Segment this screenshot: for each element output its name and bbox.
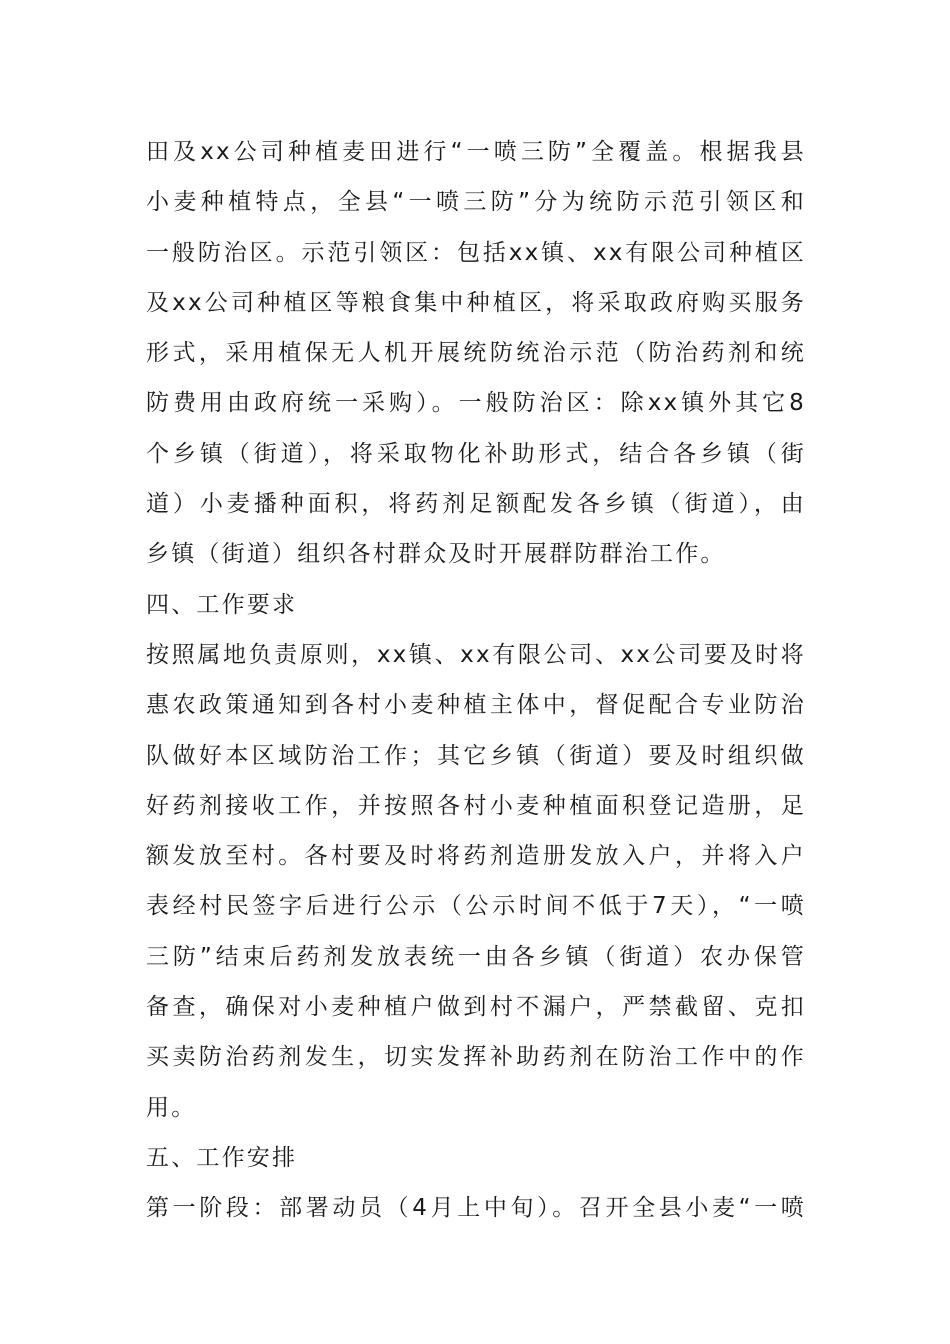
text-line: 及xx公司种植区等粮食集中种植区，将采取政府购买服务 xyxy=(146,289,806,316)
text-line: 道）小麦播种面积，将药剂足额配发各乡镇（街道），由 xyxy=(146,491,806,518)
document-body xyxy=(146,127,806,1234)
text-line: 额发放至村。各村要及时将药剂造册发放入户，并将入户 xyxy=(146,843,806,870)
text-line: 个乡镇（街道），将采取物化补助形式，结合各乡镇（街 xyxy=(146,440,806,467)
text-line: 好药剂接收工作，并按照各村小麦种植面积登记造册，足 xyxy=(146,792,806,819)
text-line: 形式，采用植保无人机开展统防统治示范（防治药剂和统 xyxy=(146,340,806,367)
text-line: 第一阶段：部署动员（4月上中旬）。召开全县小麦“一喷 xyxy=(146,1195,806,1222)
text-line: 四、工作要求 xyxy=(146,591,298,618)
text-line: 五、工作安排 xyxy=(146,1144,298,1171)
text-line: 惠农政策通知到各村小麦种植主体中，督促配合专业防治 xyxy=(146,692,806,719)
text-line: 防费用由政府统一采购）。一般防治区：除xx镇外其它8 xyxy=(146,390,806,417)
text-line: 表经村民签字后进行公示（公示时间不低于7天），“一喷 xyxy=(146,893,806,920)
text-line: 用。 xyxy=(146,1094,197,1121)
text-line: 买卖防治药剂发生，切实发挥补助药剂在防治工作中的作 xyxy=(146,1044,806,1071)
text-line: 队做好本区域防治工作；其它乡镇（街道）要及时组织做 xyxy=(146,742,806,769)
text-line: 备查，确保对小麦种植户做到村不漏户，严禁截留、克扣 xyxy=(146,994,806,1021)
text-line: 三防”结束后药剂发放表统一由各乡镇（街道）农办保管 xyxy=(146,943,806,970)
text-line: 田及xx公司种植麦田进行“一喷三防”全覆盖。根据我县 xyxy=(146,139,806,165)
text-line: 按照属地负责原则，xx镇、xx有限公司、xx公司要及时将 xyxy=(146,641,806,668)
text-line: 一般防治区。示范引领区：包括xx镇、xx有限公司种植区 xyxy=(146,239,806,266)
text-line: 小麦种植特点，全县“一喷三防”分为统防示范引领区和 xyxy=(146,189,806,216)
text-line: 乡镇（街道）组织各村群众及时开展群防群治工作。 xyxy=(146,541,726,568)
